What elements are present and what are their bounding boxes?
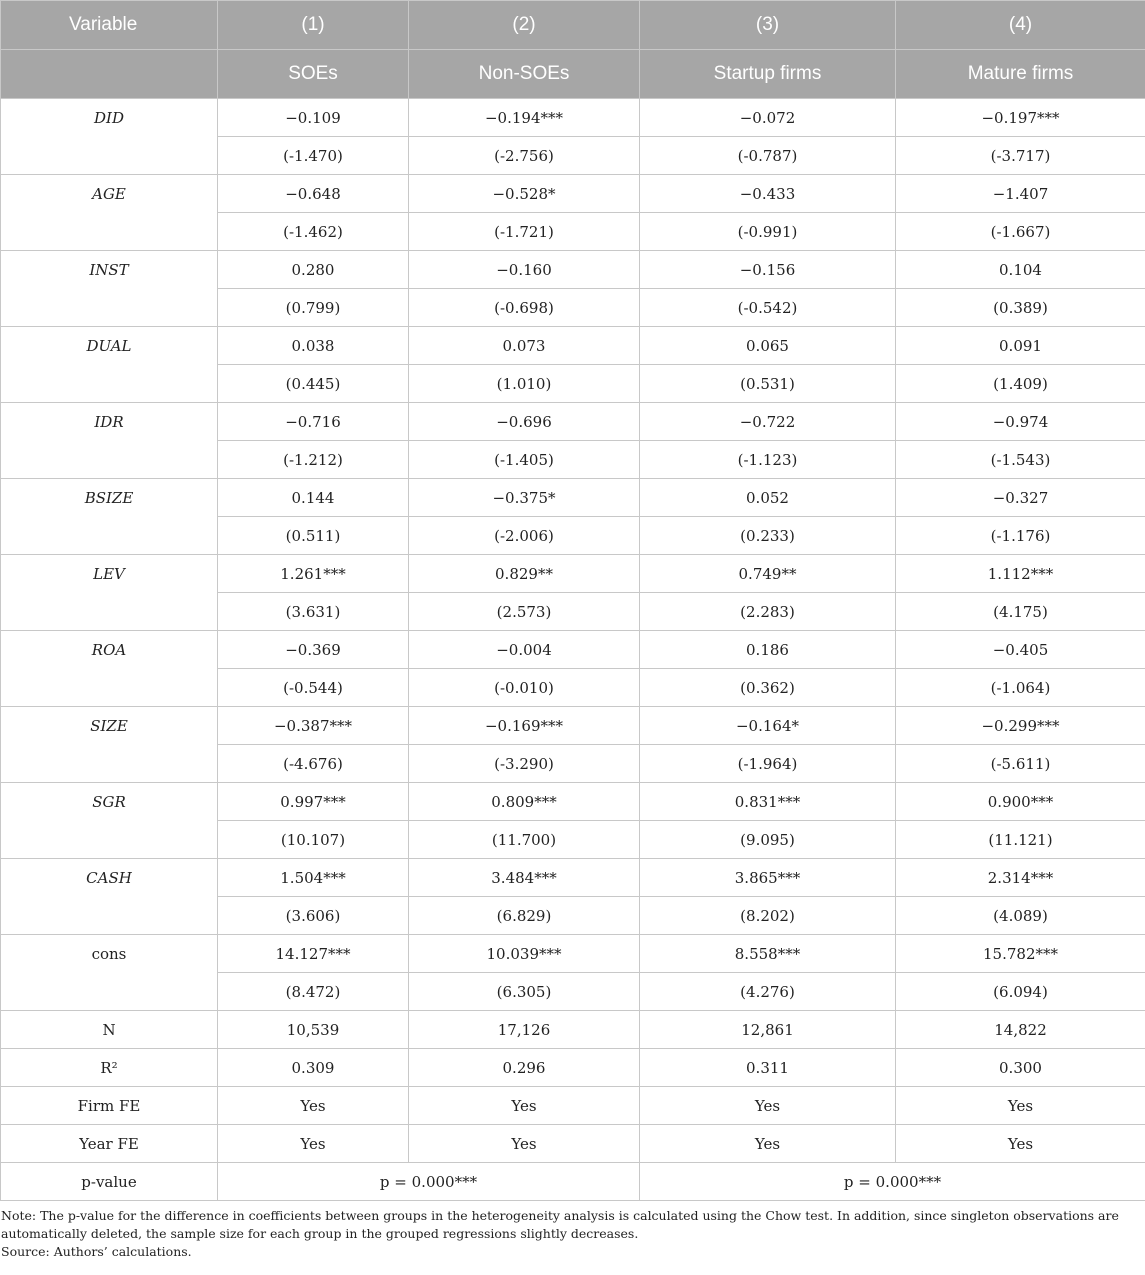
table-row-coef [1,859,1145,897]
tstat-cell: (6.829) [409,897,640,935]
tstat-cell: (-1.212) [218,441,409,479]
coef-cell: −0.299*** [896,707,1145,745]
tstat-cell: (-1.064) [896,669,1145,707]
coef-cell: 3.484*** [409,859,640,897]
coef-cell: 0.091 [896,327,1145,365]
tstat-cell: (6.305) [409,973,640,1011]
variable-name: LEV [1,555,218,631]
coef-cell: −0.375* [409,479,640,517]
table-header [1,1,1145,99]
tstat-cell: (0.233) [640,517,896,555]
tstat-cell: (0.799) [218,289,409,327]
coef-cell: 1.112*** [896,555,1145,593]
summary-value: Yes [409,1125,640,1163]
variable-name: ROA [1,631,218,707]
tstat-cell: (6.094) [896,973,1145,1011]
variable-name: DUAL [1,327,218,403]
pvalue-age-groups: p = 0.000*** [640,1163,1145,1201]
coef-cell: 0.831*** [640,783,896,821]
coef-cell: 0.186 [640,631,896,669]
coef-cell: −0.004 [409,631,640,669]
tstat-cell: (9.095) [640,821,896,859]
variable-name: IDR [1,403,218,479]
header-group-soes: SOEs [218,50,409,99]
variable-name: DID [1,99,218,175]
tstat-cell: (-5.611) [896,745,1145,783]
summary-value: 0.309 [218,1049,409,1087]
tstat-cell: (-3.290) [409,745,640,783]
coef-cell: 0.900*** [896,783,1145,821]
tstat-cell: (-1.964) [640,745,896,783]
summary-value: Yes [896,1125,1145,1163]
tstat-cell: (-0.787) [640,137,896,175]
table-row-coef [1,935,1145,973]
table-row-coef [1,99,1145,137]
source-text: Source: Authors’ calculations. [1,1244,192,1259]
coef-cell: 0.144 [218,479,409,517]
tstat-cell: (11.121) [896,821,1145,859]
coef-cell: −0.696 [409,403,640,441]
tstat-cell: (-1.123) [640,441,896,479]
coef-cell: 10.039*** [409,935,640,973]
tstat-cell: (4.276) [640,973,896,1011]
table-row-coef [1,479,1145,517]
table-row-pvalue [1,1163,1145,1201]
tstat-cell: (3.606) [218,897,409,935]
coef-cell: 0.052 [640,479,896,517]
variable-name: AGE [1,175,218,251]
table-row-coef [1,175,1145,213]
table-row-summary [1,1125,1145,1163]
summary-value: 12,861 [640,1011,896,1049]
coef-cell: −0.197*** [896,99,1145,137]
table-row-summary [1,1049,1145,1087]
tstat-cell: (11.700) [409,821,640,859]
tstat-cell: (-1.462) [218,213,409,251]
header-col-1: (1) [218,1,409,50]
header-row-groups [1,50,1145,99]
variable-name: BSIZE [1,479,218,555]
coef-cell: 2.314*** [896,859,1145,897]
tstat-cell: (1.010) [409,365,640,403]
variable-name: SIZE [1,707,218,783]
coef-cell: 14.127*** [218,935,409,973]
tstat-cell: (-1.470) [218,137,409,175]
summary-value: Yes [218,1125,409,1163]
header-empty [1,50,218,99]
summary-value: 0.311 [640,1049,896,1087]
variable-name: CASH [1,859,218,935]
coef-cell: −0.405 [896,631,1145,669]
tstat-cell: (8.202) [640,897,896,935]
variable-name: INST [1,251,218,327]
table-row-coef [1,555,1145,593]
coef-cell: −0.974 [896,403,1145,441]
variable-name: SGR [1,783,218,859]
summary-value: Yes [218,1087,409,1125]
coef-cell: 0.065 [640,327,896,365]
summary-value: 0.300 [896,1049,1145,1087]
coef-cell: −0.716 [218,403,409,441]
tstat-cell: (0.362) [640,669,896,707]
coef-cell: −0.194*** [409,99,640,137]
tstat-cell: (-0.010) [409,669,640,707]
coef-cell: −0.387*** [218,707,409,745]
header-col-2: (2) [409,1,640,50]
summary-value: Yes [896,1087,1145,1125]
summary-value: 10,539 [218,1011,409,1049]
summary-label: Firm FE [1,1087,218,1125]
tstat-cell: (-2.756) [409,137,640,175]
table-row-coef [1,327,1145,365]
tstat-cell: (-0.698) [409,289,640,327]
coef-cell: 0.280 [218,251,409,289]
coef-cell: 0.809*** [409,783,640,821]
tstat-cell: (1.409) [896,365,1145,403]
header-group-startup: Startup firms [640,50,896,99]
pvalue-soe-groups: p = 0.000*** [218,1163,640,1201]
coef-cell: 1.504*** [218,859,409,897]
table-row-coef [1,631,1145,669]
table-row-coef [1,783,1145,821]
table-row-coef [1,251,1145,289]
tstat-cell: (4.089) [896,897,1145,935]
coef-cell: 0.997*** [218,783,409,821]
coef-cell: 0.749** [640,555,896,593]
tstat-cell: (-1.176) [896,517,1145,555]
table-body [1,99,1145,1201]
coef-cell: −0.369 [218,631,409,669]
table-row-coef [1,403,1145,441]
summary-value: Yes [640,1087,896,1125]
coef-cell: −0.164* [640,707,896,745]
tstat-cell: (0.445) [218,365,409,403]
summary-value: 17,126 [409,1011,640,1049]
coef-cell: 0.829** [409,555,640,593]
tstat-cell: (8.472) [218,973,409,1011]
summary-value: 14,822 [896,1011,1145,1049]
tstat-cell: (4.175) [896,593,1145,631]
summary-value: 0.296 [409,1049,640,1087]
header-group-non-soes: Non-SOEs [409,50,640,99]
coef-cell: −0.109 [218,99,409,137]
table-row-summary [1,1087,1145,1125]
summary-label: Year FE [1,1125,218,1163]
tstat-cell: (-1.721) [409,213,640,251]
coef-cell: −1.407 [896,175,1145,213]
tstat-cell: (2.283) [640,593,896,631]
table-notes [0,1201,1145,1261]
summary-value: Yes [409,1087,640,1125]
coef-cell: −0.327 [896,479,1145,517]
tstat-cell: (-0.542) [640,289,896,327]
tstat-cell: (-2.006) [409,517,640,555]
header-col-4: (4) [896,1,1145,50]
coef-cell: −0.169*** [409,707,640,745]
tstat-cell: (0.531) [640,365,896,403]
coef-cell: −0.160 [409,251,640,289]
table-row-coef [1,707,1145,745]
tstat-cell: (-0.544) [218,669,409,707]
tstat-cell: (-1.405) [409,441,640,479]
coef-cell: 1.261*** [218,555,409,593]
summary-value: Yes [640,1125,896,1163]
coef-cell: 0.073 [409,327,640,365]
header-variable: Variable [1,1,218,50]
header-group-mature: Mature firms [896,50,1145,99]
tstat-cell: (2.573) [409,593,640,631]
tstat-cell: (-0.991) [640,213,896,251]
coef-cell: 3.865*** [640,859,896,897]
note-text: Note: The p-value for the difference in coefficients between groups in the heterogeneity analysis is calculated using the Chow test. In addition, since singleton observations are automatically deleted, the sample size for each group in the grouped regressions slightly decreases. [1,1208,1119,1241]
header-col-3: (3) [640,1,896,50]
coef-cell: −0.648 [218,175,409,213]
header-row-model-numbers [1,1,1145,50]
coef-cell: −0.156 [640,251,896,289]
coef-cell: 8.558*** [640,935,896,973]
tstat-cell: (0.511) [218,517,409,555]
coef-cell: 0.104 [896,251,1145,289]
summary-label: N [1,1011,218,1049]
summary-label: R² [1,1049,218,1087]
pvalue-label: p-value [1,1163,218,1201]
tstat-cell: (-1.667) [896,213,1145,251]
coef-cell: −0.528* [409,175,640,213]
coef-cell: −0.433 [640,175,896,213]
tstat-cell: (-4.676) [218,745,409,783]
tstat-cell: (-3.717) [896,137,1145,175]
coef-cell: 15.782*** [896,935,1145,973]
coef-cell: −0.722 [640,403,896,441]
tstat-cell: (-1.543) [896,441,1145,479]
tstat-cell: (10.107) [218,821,409,859]
tstat-cell: (0.389) [896,289,1145,327]
tstat-cell: (3.631) [218,593,409,631]
coef-cell: 0.038 [218,327,409,365]
variable-name: cons [1,935,218,1011]
table-row-summary [1,1011,1145,1049]
coef-cell: −0.072 [640,99,896,137]
